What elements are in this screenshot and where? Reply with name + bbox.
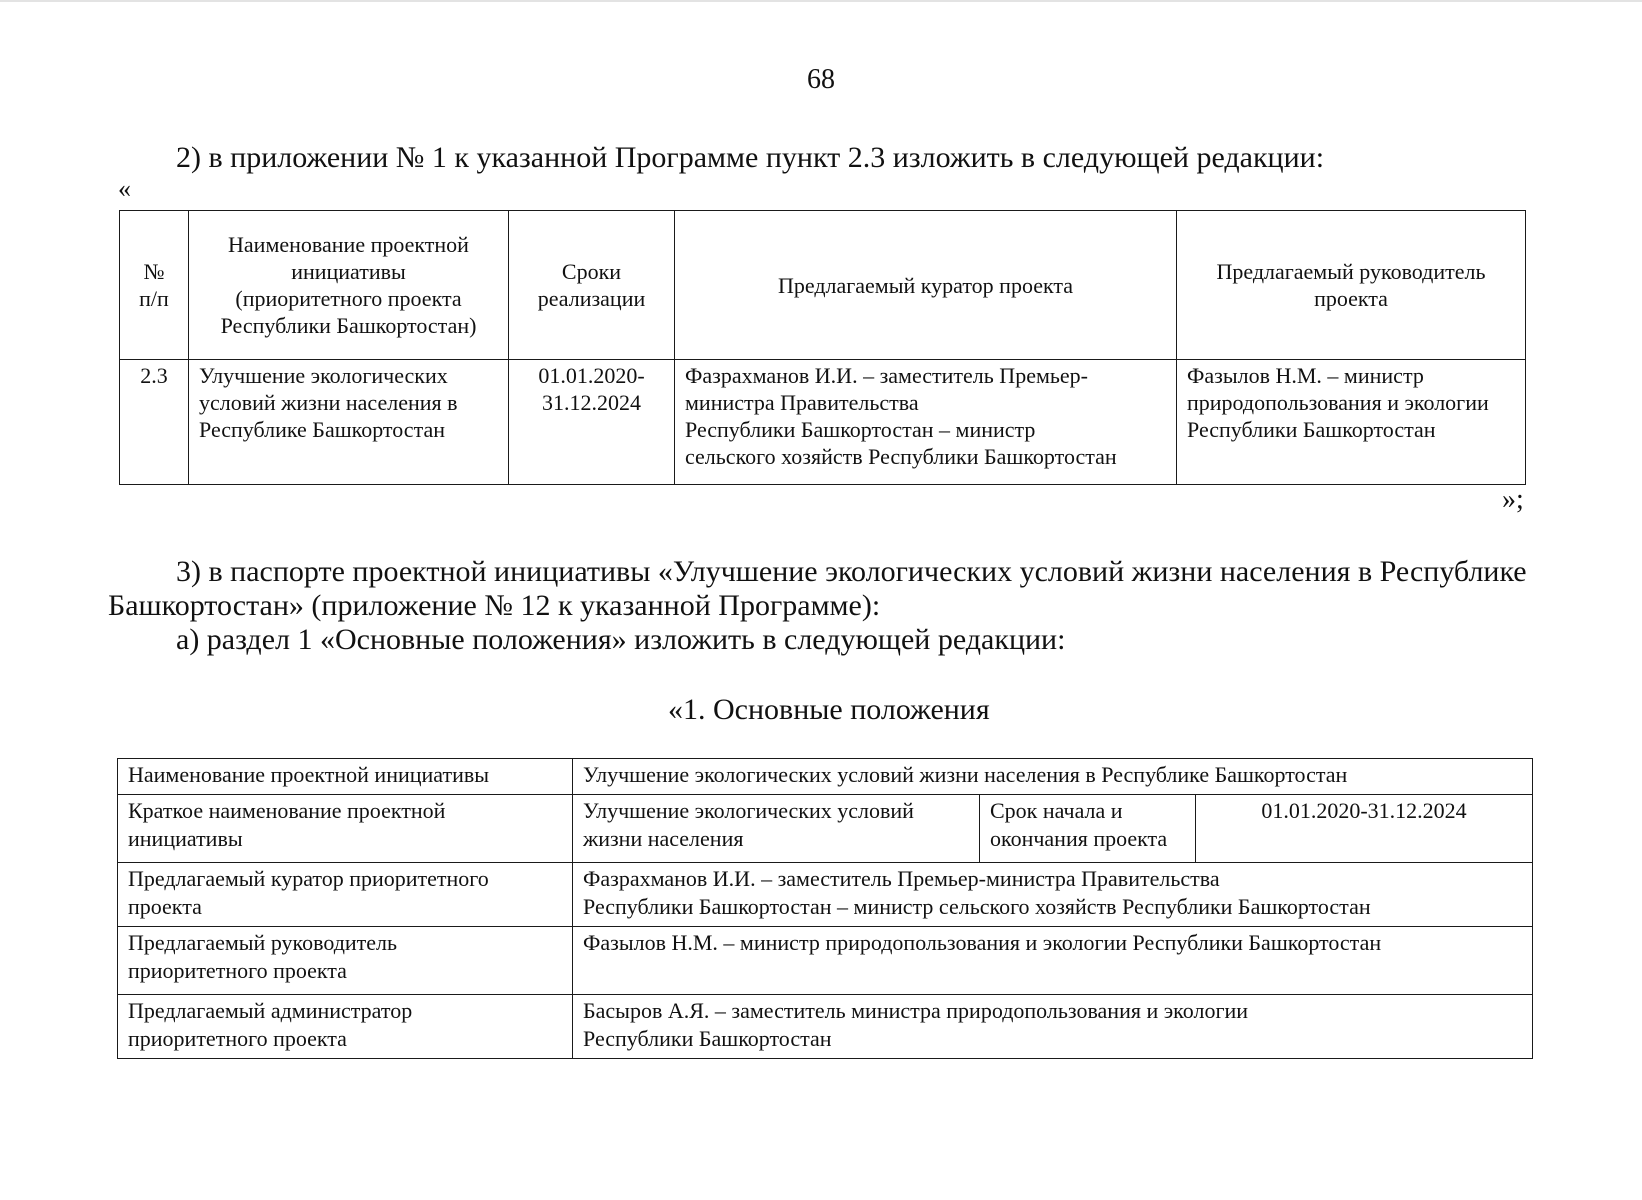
header-terms: Сроки реализации	[509, 211, 675, 360]
cell-initiative-name: Улучшение экологических условий жизни населения в Республике Башкортостан	[189, 360, 509, 485]
value-administrator: Басыров А.Я. – заместитель министра природопользования и экологии Республики Башкортостан	[573, 995, 1533, 1059]
page-number: 68	[807, 64, 835, 95]
label-administrator: Предлагаемый администратор приоритетного проекта	[118, 995, 573, 1059]
value-manager: Фазылов Н.М. – министр природопользования и экологии Республики Башкортостан	[573, 927, 1533, 995]
table-row	[118, 995, 1533, 1059]
scan-top-edge	[0, 0, 1642, 2]
cell-terms: 01.01.2020- 31.12.2024	[509, 360, 675, 485]
opening-quote: «	[118, 174, 131, 203]
table-row	[118, 795, 1533, 863]
closing-quote: »;	[1502, 484, 1524, 515]
header-manager: Предлагаемый руководитель проекта	[1177, 211, 1526, 360]
paragraph-3-line-1: 3) в паспорте проектной инициативы «Улучшение экологических условий жизни населения в Республике	[176, 555, 1527, 588]
paragraph-a: а) раздел 1 «Основные положения» изложить в следующей редакции:	[176, 623, 1066, 656]
label-manager: Предлагаемый руководитель приоритетного проекта	[118, 927, 573, 995]
value-short-name: Улучшение экологических условий жизни населения	[573, 795, 980, 863]
cell-manager: Фазылов Н.М. – министр природопользования и экологии Республики Башкортостан	[1177, 360, 1526, 485]
table-row	[120, 360, 1526, 485]
header-number: № п/п	[120, 211, 189, 360]
value-project-term: 01.01.2020-31.12.2024	[1196, 795, 1533, 863]
label-initiative-name: Наименование проектной инициативы	[118, 759, 573, 795]
initiative-table	[119, 210, 1526, 485]
header-initiative-name: Наименование проектной инициативы (приоритетного проекта Республики Башкортостан)	[189, 211, 509, 360]
paragraph-2: 2) в приложении № 1 к указанной Программе пункт 2.3 изложить в следующей редакции:	[176, 141, 1325, 174]
basic-provisions-table	[117, 758, 1533, 1059]
cell-curator: Фазрахманов И.И. – заместитель Премьер- министра Правительства Республики Башкортостан – министр сельского хозяйств Республики Башкортостан	[675, 360, 1177, 485]
table-row	[118, 863, 1533, 927]
table-row	[118, 927, 1533, 995]
section-title: «1. Основные положения	[668, 693, 990, 726]
table-row	[118, 759, 1533, 795]
label-short-name: Краткое наименование проектной инициативы	[118, 795, 573, 863]
initiative-table-header	[120, 211, 1526, 360]
paragraph-3-line-2: Башкортостан» (приложение № 12 к указанной Программе):	[108, 589, 881, 622]
label-project-term: Срок начала и окончания проекта	[980, 795, 1196, 863]
value-initiative-name: Улучшение экологических условий жизни населения в Республике Башкортостан	[573, 759, 1533, 795]
label-curator: Предлагаемый куратор приоритетного проекта	[118, 863, 573, 927]
header-curator: Предлагаемый куратор проекта	[675, 211, 1177, 360]
cell-number: 2.3	[120, 360, 189, 485]
value-curator: Фазрахманов И.И. – заместитель Премьер-министра Правительства Республики Башкортостан – министр сельского хозяйств Республики Башкортостан	[573, 863, 1533, 927]
